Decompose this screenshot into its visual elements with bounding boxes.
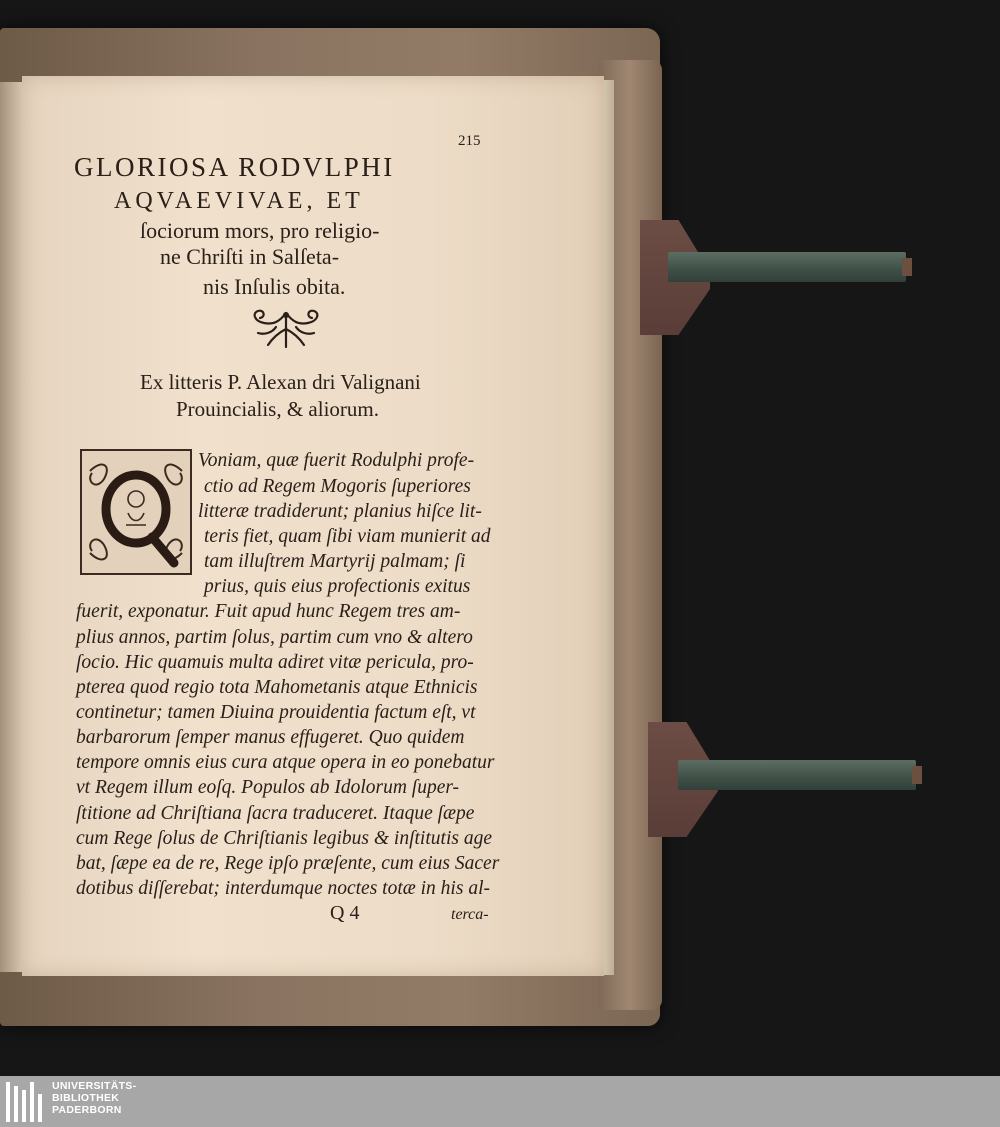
source-line: Prouincialis, & aliorum. (176, 397, 379, 421)
title-line: ſociorum mors, pro religio- (140, 218, 380, 243)
library-logo-icon (0, 1076, 48, 1127)
body-line: litteræ tradiderunt; planius hiſce lit- (198, 501, 482, 522)
body-line: fuerit, exponatur. Fuit apud hunc Regem tres am- (76, 601, 461, 622)
signature-mark: Q 4 (330, 902, 360, 924)
body-line: dotibus diſſerebat; interdumque noctes totæ in his al- (76, 878, 490, 899)
library-name-line: PADERBORN (52, 1104, 122, 1116)
catchword: terca- (451, 906, 489, 923)
body-line: tempore omnis eius cura atque opera in eo ponebatur (76, 752, 495, 773)
body-line: plius annos, partim ſolus, partim cum vno & altero (76, 627, 473, 648)
body-line: ſtitione ad Chriſtiana ſacra traduceret. Itaque ſæpe (76, 803, 475, 824)
body-line: cum Rege ſolus de Chriſtianis legibus & inſtitutis age (76, 828, 492, 849)
clasp-strap (668, 252, 906, 282)
clasp-hook (912, 766, 922, 784)
body-line: barbarorum ſemper manus effugeret. Quo quidem (76, 727, 465, 748)
body-line: pterea quod regio tota Mahometanis atque Ethnicis (76, 677, 478, 698)
body-line: ctio ad Regem Mogoris ſuperiores (204, 476, 471, 497)
body-line: vt Regem illum eoſq. Populos ab Idolorum ſuper- (76, 777, 460, 798)
clasp-strap (678, 760, 916, 790)
body-line: teris fiet, quam ſibi viam munierit ad (204, 526, 491, 547)
body-line: Voniam, quæ fuerit Rodulphi profe- (198, 450, 475, 471)
title-line: AQVAEVIVAE, ET (114, 188, 364, 214)
library-name-line: BIBLIOTHEK (52, 1092, 120, 1104)
fleuron-ornament-icon (246, 307, 326, 351)
body-line: tam illuſtrem Martyrij palmam; ſi (204, 551, 466, 572)
title-line: ne Chriſti in Salſeta- (160, 244, 340, 269)
title-line: GLORIOSA RODVLPHI (74, 152, 395, 182)
source-line: Ex litteris P. Alexan dri Valignani (140, 370, 421, 394)
body-line: continetur; tamen Diuina prouidentia factum eſt, vt (76, 702, 476, 723)
body-line: bat, ſæpe ea de re, Rege ipſo præſente, cum eius Sacer (76, 853, 500, 874)
clasp-hook (902, 258, 912, 276)
body-line: ſocio. Hic quamuis multa adiret vitæ pericula, pro- (76, 652, 474, 673)
left-page-edge (0, 82, 24, 972)
body-line: prius, quis eius profectionis exitus (204, 576, 471, 597)
page-number: 215 (458, 133, 481, 149)
title-line: nis Inſulis obita. (203, 274, 346, 299)
library-footer (0, 1076, 1000, 1127)
decorated-initial (80, 449, 192, 575)
library-name-line: UNIVERSITÄTS- (52, 1080, 137, 1092)
library-name (52, 1080, 136, 1116)
